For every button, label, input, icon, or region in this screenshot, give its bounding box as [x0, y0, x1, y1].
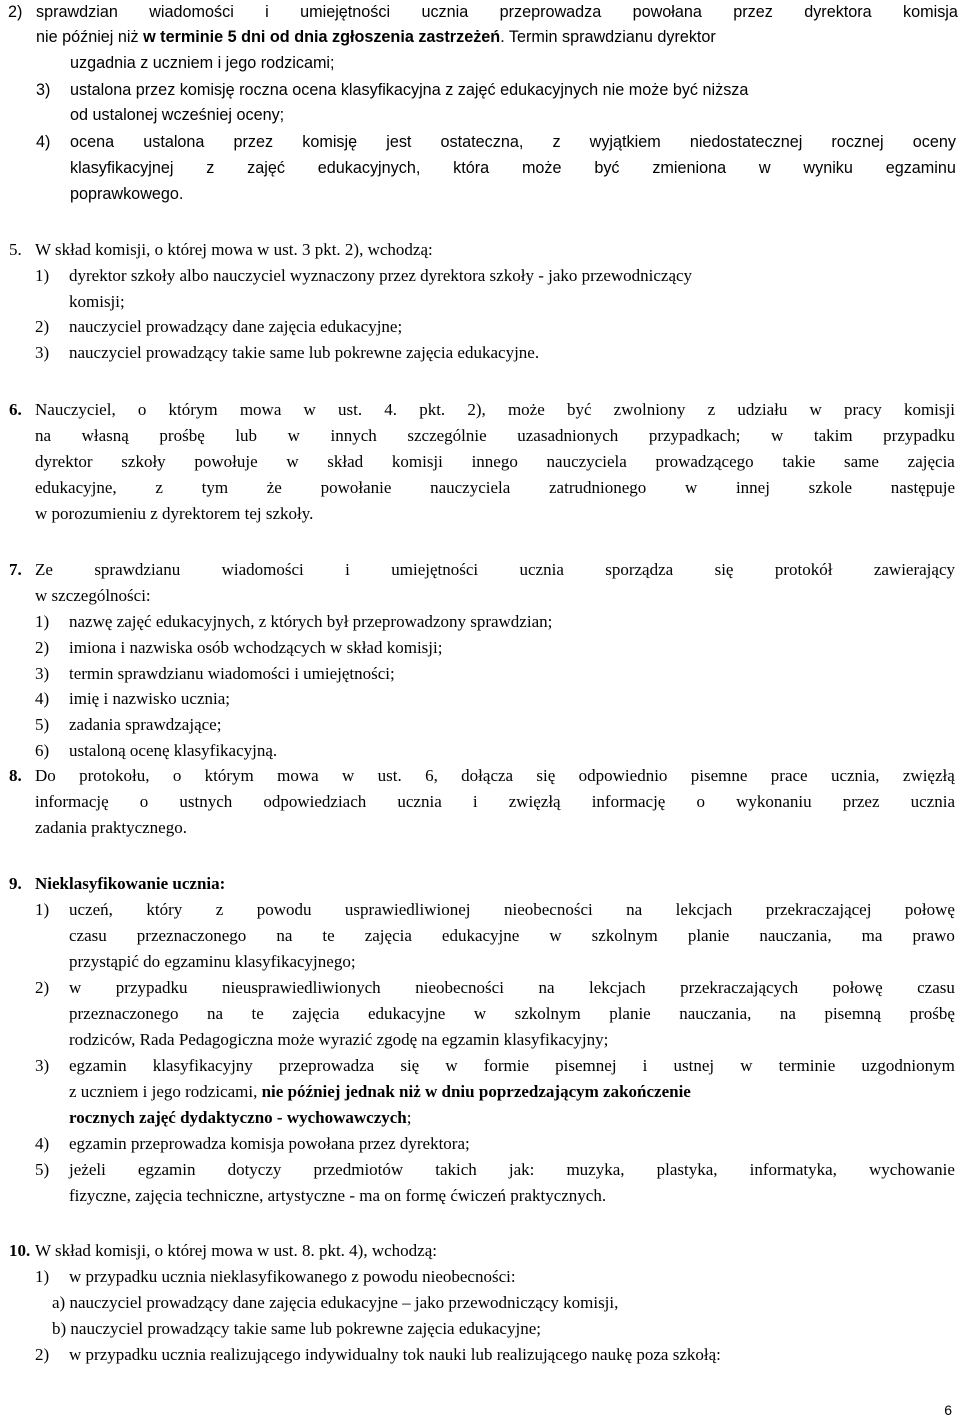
- word: zwięzłą: [508, 792, 561, 811]
- word: przekraczającej: [765, 900, 872, 919]
- section-number: 6.: [9, 400, 22, 419]
- word: przez: [233, 133, 274, 151]
- word: umiejętności: [391, 560, 479, 579]
- word: przez: [842, 792, 880, 811]
- word: przeznaczonego: [69, 1004, 179, 1023]
- list-number: 5): [35, 715, 50, 735]
- word: planie: [687, 926, 730, 945]
- word: na: [206, 1004, 224, 1023]
- word: wiadomości: [221, 560, 304, 579]
- word: zwolniony: [613, 400, 686, 419]
- word: Nauczyciel,: [35, 400, 116, 419]
- word: innych: [330, 426, 377, 445]
- word: powołuje: [194, 452, 258, 471]
- word: własną: [81, 426, 129, 445]
- paragraph-line: [35, 789, 955, 815]
- word: i: [345, 560, 350, 579]
- list-item-line: ustalona przez komisję roczna ocena klasyfikacyjna z zajęć edukacyjnych nie może być niższa: [70, 81, 749, 99]
- page-number: 6: [944, 1402, 952, 1418]
- word: prawo: [912, 926, 955, 945]
- word: następuje: [890, 478, 955, 497]
- word: przeprowadza: [278, 1056, 375, 1075]
- list-number: 3): [35, 663, 50, 683]
- word: prośbę: [159, 426, 205, 445]
- word: połowę: [904, 900, 955, 919]
- word: pisemne: [690, 766, 748, 785]
- word: wiadomości: [149, 3, 234, 21]
- list-item-line: [69, 1079, 691, 1105]
- word: nieobecności: [415, 978, 504, 997]
- word: ustalona: [143, 133, 205, 151]
- list-item-line: [69, 1001, 955, 1027]
- word: zatrudnionego: [549, 478, 647, 497]
- word: zawierający: [873, 560, 955, 579]
- word: być: [566, 400, 592, 419]
- word: terminie: [778, 1056, 836, 1075]
- word: te: [322, 926, 335, 945]
- word: te: [251, 1004, 264, 1023]
- word: rocznej: [831, 133, 884, 151]
- word: informację: [591, 792, 666, 811]
- word: umiejętności: [300, 3, 391, 21]
- word: i: [642, 1056, 648, 1075]
- word: wychowanie: [869, 1160, 955, 1179]
- list-number: 4): [35, 689, 50, 709]
- word: który: [146, 900, 183, 919]
- text-run: nie później niż: [36, 28, 139, 46]
- word: ocena: [70, 133, 115, 151]
- list-item: termin sprawdzianu wiadomości i umiejętności;: [69, 663, 395, 683]
- list-item-line: [69, 1157, 955, 1183]
- list-number: 2): [35, 978, 50, 997]
- word: zajęcia: [292, 1004, 340, 1023]
- word: zwięzłą: [902, 766, 955, 785]
- word: w: [684, 478, 698, 497]
- word: takie: [782, 452, 816, 471]
- word: ostateczna,: [440, 133, 524, 151]
- paragraph-line: w szczególności:: [35, 586, 151, 605]
- word: przypadkach;: [648, 426, 741, 445]
- word: w: [445, 1056, 458, 1075]
- word: i: [265, 3, 269, 21]
- paragraph-line: [35, 397, 955, 423]
- list-item: imiona i nazwiska osób wchodzących w skład komisji;: [69, 637, 443, 657]
- word: dotyczy: [227, 1160, 282, 1179]
- list-item-line: przystąpić do egzaminu klasyfikacyjnego;: [69, 952, 356, 971]
- list-item: nazwę zajęć edukacyjnych, z których był przeprowadzony sprawdzian;: [69, 612, 553, 631]
- section-number: 5.: [9, 240, 22, 259]
- word: w: [809, 400, 822, 419]
- word: sprawdzianu: [94, 560, 181, 579]
- word: lub: [235, 426, 258, 445]
- word: w: [287, 426, 300, 445]
- section-number: 10.: [9, 1241, 31, 1260]
- list-number: 3): [35, 1056, 50, 1075]
- list-item: imię i nazwisko ucznia;: [69, 689, 230, 709]
- word: z: [155, 478, 163, 497]
- word: zajęcia: [364, 926, 412, 945]
- list-item: ustaloną ocenę klasyfikacyjną.: [69, 741, 278, 760]
- word: ustnej: [673, 1056, 715, 1075]
- word: ma: [861, 926, 883, 945]
- list-item-line: nauczyciel prowadzący dane zajęcia edukacyjne;: [69, 317, 403, 336]
- word: same: [844, 452, 879, 471]
- list-number: 5): [35, 1160, 50, 1179]
- word: takich: [435, 1160, 477, 1179]
- word: na: [35, 426, 52, 445]
- word: jest: [386, 133, 412, 151]
- word: która: [453, 159, 490, 177]
- word: w: [549, 926, 562, 945]
- word: zajęć: [247, 159, 285, 177]
- section-text: W skład komisji, o której mowa w ust. 8. pkt. 4), wchodzą:: [35, 1241, 437, 1260]
- list-item-line: [69, 975, 955, 1001]
- word: komisję: [302, 133, 358, 151]
- word: edukacyjne: [367, 1004, 446, 1023]
- word: edukacyjnych,: [317, 159, 421, 177]
- word: ucznia: [519, 560, 564, 579]
- word: szkoły: [121, 452, 166, 471]
- word: z: [707, 400, 716, 419]
- list-item-line: nauczyciel prowadzący takie same lub pokrewne zajęcia edukacyjne.: [69, 343, 540, 362]
- word: powołana: [632, 3, 702, 21]
- word: ucznia: [397, 792, 442, 811]
- list-number: 2): [8, 3, 23, 21]
- section-number: 8.: [9, 766, 22, 785]
- list-item-line: w przypadku ucznia nieklasyfikowanego z powodu nieobecności:: [69, 1267, 516, 1286]
- word: przeprowadza: [499, 3, 602, 21]
- word: w: [771, 426, 784, 445]
- word: usprawiedliwionej: [344, 900, 471, 919]
- word: 4.: [384, 400, 398, 419]
- word: klasyfikacyjnej: [70, 159, 174, 177]
- list-item-line: egzamin przeprowadza komisja powołana przez dyrektora;: [69, 1134, 470, 1153]
- paragraph-line: w porozumieniu z dyrektorem tej szkoły.: [35, 504, 314, 523]
- list-number: 6): [35, 741, 50, 760]
- word: edukacyjne,: [35, 478, 117, 497]
- word: prośbę: [909, 1004, 955, 1023]
- list-item-line: [69, 923, 955, 949]
- list-item-line: [36, 0, 958, 26]
- word: czasu: [69, 926, 107, 945]
- word: szkole: [808, 478, 853, 497]
- list-item-line: [69, 897, 955, 923]
- list-number: 2): [35, 1345, 50, 1364]
- paragraph-line: [35, 763, 955, 789]
- word: może: [507, 400, 545, 419]
- list-number: 1): [35, 900, 50, 919]
- list-item-line: fizyczne, zajęcia techniczne, artystyczne - ma on formę ćwiczeń praktycznych.: [69, 1186, 607, 1205]
- word: nieobecności: [503, 900, 593, 919]
- word: lekcjach: [675, 900, 733, 919]
- list-number: 2): [35, 317, 50, 336]
- paragraph-line: [35, 449, 955, 475]
- word: plastyka,: [656, 1160, 718, 1179]
- word: przez: [733, 3, 773, 21]
- word: o: [172, 766, 182, 785]
- word: na: [779, 1004, 796, 1023]
- word: oceny: [912, 133, 956, 151]
- word: komisji: [903, 400, 955, 419]
- word: planie: [609, 1004, 651, 1023]
- sub-item-b: b) nauczyciel prowadzący takie same lub pokrewne zajęcia edukacyjne;: [52, 1319, 541, 1338]
- word: zajęcia: [907, 452, 955, 471]
- word: skład: [327, 452, 364, 471]
- word: klasyfikacyjny: [152, 1056, 253, 1075]
- word: którym: [168, 400, 218, 419]
- word: być: [594, 159, 620, 177]
- word: prace: [770, 766, 808, 785]
- word: ucznia: [910, 792, 955, 811]
- word: się: [536, 766, 556, 785]
- word: wyjątkiem: [589, 133, 661, 151]
- word: może: [521, 159, 562, 177]
- word: odpowiednio: [578, 766, 668, 785]
- word: pkt.: [419, 400, 446, 419]
- word: w: [69, 978, 82, 997]
- list-number: 1): [35, 612, 50, 631]
- list-item: zadania sprawdzające;: [69, 715, 222, 735]
- word: protokołu,: [79, 766, 150, 785]
- word: nieusprawiedliwionych: [222, 978, 381, 997]
- word: dołącza: [461, 766, 514, 785]
- word: jeżeli: [69, 1160, 106, 1179]
- paragraph-line: [35, 423, 955, 449]
- paragraph-line: [35, 557, 955, 583]
- bold-run: rocznych zajęć dydaktyczno - wychowawczych: [69, 1108, 407, 1127]
- paragraph-line: [35, 475, 955, 501]
- list-number: 1): [35, 1267, 50, 1286]
- word: udziału: [737, 400, 788, 419]
- word: wyniku: [803, 159, 853, 177]
- list-number: 3): [36, 81, 51, 99]
- word: komisja: [903, 3, 958, 21]
- word: i: [472, 792, 478, 811]
- list-item-line: [36, 25, 716, 51]
- word: o: [139, 792, 149, 811]
- section-number: 7.: [9, 560, 22, 579]
- list-item-line: od ustalonej wcześniej oceny;: [70, 106, 285, 124]
- word: innej: [735, 478, 770, 497]
- word: ust.: [338, 400, 363, 419]
- word: w: [303, 400, 316, 419]
- word: dyrektora: [804, 3, 872, 21]
- list-item-line: rodziców, Rada Pedagogiczna może wyrazić zgodę na egzamin klasyfikacyjny;: [69, 1030, 609, 1049]
- word: pisemnej: [555, 1056, 617, 1075]
- word: dyrektor: [35, 452, 93, 471]
- list-item-line: [70, 156, 956, 182]
- word: którym: [204, 766, 254, 785]
- list-number: 1): [35, 266, 50, 285]
- word: innego: [471, 452, 518, 471]
- sub-item-a: a) nauczyciel prowadzący dane zajęcia edukacyjne – jako przewodniczący komisji,: [52, 1293, 619, 1312]
- word: edukacyjne: [441, 926, 520, 945]
- list-number: 4): [36, 133, 51, 151]
- paragraph-line: zadania praktycznego.: [35, 818, 187, 837]
- list-number: 2): [35, 637, 50, 657]
- section-number: 9.: [9, 874, 22, 893]
- word: się: [400, 1056, 420, 1075]
- list-item-line: w przypadku ucznia realizującego indywidualny tok nauki lub realizującego naukę poza szkołą:: [69, 1345, 721, 1364]
- word: formie: [483, 1056, 530, 1075]
- list-number: 3): [35, 343, 50, 362]
- bold-run: w terminie 5 dni od dnia zgłoszenia zastrzeżeń: [143, 28, 501, 46]
- bold-run: nie później jednak niż w dniu poprzedzającym zakończenie: [261, 1082, 691, 1101]
- word: połowę: [832, 978, 883, 997]
- word: 6,: [425, 766, 438, 785]
- word: powołanie: [320, 478, 392, 497]
- word: przedmiotów: [313, 1160, 404, 1179]
- word: egzaminu: [885, 159, 956, 177]
- list-number: 4): [35, 1134, 50, 1153]
- word: pracy: [844, 400, 882, 419]
- word: sporządza: [605, 560, 674, 579]
- word: pisemną: [824, 1004, 882, 1023]
- list-item-line: [70, 130, 956, 156]
- word: informację: [35, 792, 109, 811]
- word: informatyka,: [749, 1160, 837, 1179]
- word: takim: [813, 426, 853, 445]
- word: szkolnym: [514, 1004, 581, 1023]
- word: jak:: [508, 1160, 535, 1179]
- section-text: W skład komisji, o której mowa w ust. 3 pkt. 2), wchodzą:: [35, 240, 433, 259]
- word: z: [206, 159, 215, 177]
- word: ucznia,: [830, 766, 880, 785]
- text-run: ;: [406, 1108, 412, 1127]
- word: protokół: [774, 560, 833, 579]
- word: w: [473, 1004, 487, 1023]
- word: tym: [201, 478, 229, 497]
- word: w: [342, 766, 355, 785]
- word: o: [137, 400, 147, 419]
- word: że: [266, 478, 282, 497]
- word: wykonaniu: [736, 792, 812, 811]
- word: 2),: [467, 400, 486, 419]
- word: zmieniona: [652, 159, 727, 177]
- text-run: z uczniem i jego rodzicami,: [69, 1082, 258, 1101]
- word: odpowiedziach: [263, 792, 367, 811]
- word: w: [758, 159, 771, 177]
- word: komisji: [391, 452, 443, 471]
- word: Ze: [35, 560, 53, 579]
- word: uzgodnionym: [861, 1056, 955, 1075]
- word: z: [552, 133, 561, 151]
- word: mowa: [239, 400, 282, 419]
- word: o: [696, 792, 705, 811]
- list-item-line: [69, 1053, 955, 1079]
- word: szczególnie: [407, 426, 487, 445]
- word: na: [538, 978, 555, 997]
- word: prowadzącego: [655, 452, 754, 471]
- word: na: [276, 926, 293, 945]
- word: z: [215, 900, 224, 919]
- word: mowa: [277, 766, 319, 785]
- word: nauczania,: [759, 926, 832, 945]
- word: się: [714, 560, 734, 579]
- word: Do: [35, 766, 56, 785]
- word: nauczyciela: [430, 478, 511, 497]
- word: uzasadnionych: [517, 426, 619, 445]
- word: przypadku: [883, 426, 955, 445]
- word: lekcjach: [588, 978, 646, 997]
- word: przekraczających: [680, 978, 799, 997]
- list-item-line: [69, 1105, 411, 1131]
- word: ust.: [377, 766, 402, 785]
- section-title: Nieklasyfikowanie ucznia:: [35, 874, 226, 893]
- word: na: [626, 900, 643, 919]
- word: sprawdzian: [36, 3, 118, 21]
- word: w: [286, 452, 299, 471]
- word: czasu: [917, 978, 955, 997]
- word: powodu: [256, 900, 312, 919]
- word: ucznia: [421, 3, 469, 21]
- word: przeznaczonego: [136, 926, 247, 945]
- word: szkolnym: [591, 926, 658, 945]
- word: ustnych: [179, 792, 233, 811]
- word: muzyka,: [566, 1160, 625, 1179]
- word: niedostatecznej: [689, 133, 803, 151]
- list-item-line: komisji;: [69, 292, 125, 311]
- list-item-line: dyrektor szkoły albo nauczyciel wyznaczony przez dyrektora szkoły - jako przewodniczący: [69, 266, 693, 285]
- word: przypadku: [115, 978, 188, 997]
- word: egzamin: [69, 1056, 127, 1075]
- word: nauczania,: [679, 1004, 752, 1023]
- word: w: [740, 1056, 753, 1075]
- list-item-line: poprawkowego.: [70, 185, 184, 203]
- word: uczeń,: [69, 900, 113, 919]
- word: nauczyciela: [546, 452, 627, 471]
- text-run: . Termin sprawdzianu dyrektor: [500, 28, 716, 46]
- list-item-line: uzgadnia z uczniem i jego rodzicami;: [70, 54, 335, 72]
- word: egzamin: [137, 1160, 196, 1179]
